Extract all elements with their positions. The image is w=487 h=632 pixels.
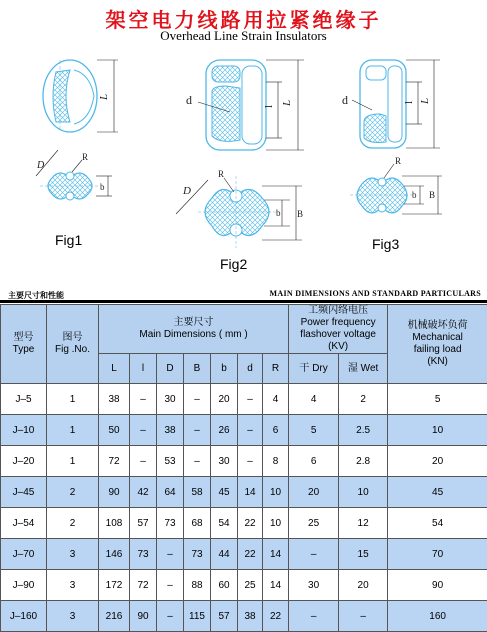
svg-text:R: R xyxy=(395,156,401,166)
cell-fig: 1 xyxy=(47,415,99,446)
cell-dry: 4 xyxy=(289,384,339,415)
cell-b: 30 xyxy=(211,446,238,477)
fig1-label: Fig1 xyxy=(55,232,82,248)
cell-l: 57 xyxy=(130,508,157,539)
type-header xyxy=(1,305,47,384)
cell-load: 5 xyxy=(388,384,487,415)
table-row xyxy=(1,415,487,446)
title-english: Overhead Line Strain Insulators xyxy=(0,28,487,44)
table-row xyxy=(1,477,487,508)
cell-R: 14 xyxy=(263,570,289,601)
svg-text:B: B xyxy=(429,190,435,200)
cell-type: J–5 xyxy=(1,384,47,415)
cell-b: 60 xyxy=(211,570,238,601)
cell-wet: 20 xyxy=(339,570,388,601)
col-d: d xyxy=(238,354,263,384)
svg-text:D: D xyxy=(182,185,191,197)
col-D: D xyxy=(157,354,184,384)
cell-L: 50 xyxy=(99,415,130,446)
cell-B: 115 xyxy=(184,601,211,632)
flashover-header-en2: flashover voltage xyxy=(289,329,387,341)
cell-type: J–70 xyxy=(1,539,47,570)
flashover-header-unit: (KV) xyxy=(289,341,387,353)
cell-l: 42 xyxy=(130,477,157,508)
type-header-en: Type xyxy=(1,344,46,356)
specification-table xyxy=(0,304,487,632)
svg-text:D: D xyxy=(36,160,45,171)
table-header-row xyxy=(1,305,487,354)
cell-B: – xyxy=(184,384,211,415)
cell-B: 68 xyxy=(184,508,211,539)
cell-fig: 1 xyxy=(47,446,99,477)
table-row xyxy=(1,539,487,570)
cell-L: 216 xyxy=(99,601,130,632)
cell-load: 54 xyxy=(388,508,487,539)
fig-header-cn: 图号 xyxy=(47,332,98,344)
fig2-label: Fig2 xyxy=(220,256,247,272)
cell-load: 70 xyxy=(388,539,487,570)
cell-dry: 5 xyxy=(289,415,339,446)
table-row xyxy=(1,446,487,477)
type-header-cn: 型号 xyxy=(1,332,46,344)
cell-L: 38 xyxy=(99,384,130,415)
cell-D: – xyxy=(157,539,184,570)
cell-dry: – xyxy=(289,601,339,632)
col-R: R xyxy=(263,354,289,384)
mech-load-header-cn: 机械破坏负荷 xyxy=(388,320,487,332)
title-chinese: 架空电力线路用拉紧绝缘子 xyxy=(0,4,487,33)
cell-R: 14 xyxy=(263,539,289,570)
svg-text:L: L xyxy=(419,98,431,105)
cell-wet: 12 xyxy=(339,508,388,539)
table-row xyxy=(1,601,487,632)
svg-text:d: d xyxy=(342,93,348,107)
cell-wet: 2 xyxy=(339,384,388,415)
cell-l: 90 xyxy=(130,601,157,632)
cell-wet: 10 xyxy=(339,477,388,508)
cell-dry: – xyxy=(289,539,339,570)
svg-text:d: d xyxy=(186,93,192,107)
dimensions-header-en: Main Dimensions ( mm ) xyxy=(99,329,288,341)
fig3-cross-section xyxy=(350,156,442,214)
cell-B: 73 xyxy=(184,539,211,570)
cell-d: – xyxy=(238,446,263,477)
mech-load-header-en2: failing load xyxy=(388,344,487,356)
cell-R: 22 xyxy=(263,601,289,632)
fig2-side-view xyxy=(186,60,304,150)
flashover-header-cn: 工频闪络电压 xyxy=(289,305,387,317)
cell-d: 22 xyxy=(238,508,263,539)
cell-d: – xyxy=(238,384,263,415)
cell-fig: 2 xyxy=(47,508,99,539)
cell-dry: 20 xyxy=(289,477,339,508)
mech-load-header-unit: (KN) xyxy=(388,356,487,368)
cell-type: J–45 xyxy=(1,477,47,508)
section-title-english: MAIN DIMENSIONS AND STANDARD PARTICULARS xyxy=(270,289,481,298)
table-row xyxy=(1,570,487,601)
cell-D: 30 xyxy=(157,384,184,415)
cell-R: 6 xyxy=(263,415,289,446)
cell-d: 38 xyxy=(238,601,263,632)
dimensions-header-cn: 主要尺寸 xyxy=(99,317,288,329)
cell-B: 58 xyxy=(184,477,211,508)
cell-D: 73 xyxy=(157,508,184,539)
cell-fig: 3 xyxy=(47,570,99,601)
cell-b: 20 xyxy=(211,384,238,415)
cell-type: J–10 xyxy=(1,415,47,446)
cell-D: 38 xyxy=(157,415,184,446)
svg-text:R: R xyxy=(218,169,224,179)
fig1-side-view xyxy=(43,60,118,132)
svg-text:l: l xyxy=(403,101,415,104)
cell-l: 73 xyxy=(130,539,157,570)
col-L: L xyxy=(99,354,130,384)
cell-d: 25 xyxy=(238,570,263,601)
fig2-cross-section xyxy=(176,169,303,248)
col-wet: 湿 Wet xyxy=(339,354,388,384)
cell-b: 26 xyxy=(211,415,238,446)
cell-load: 45 xyxy=(388,477,487,508)
flashover-header-en1: Power frequency xyxy=(289,317,387,329)
fig1-cross-section xyxy=(36,150,112,200)
cell-fig: 3 xyxy=(47,539,99,570)
cell-load: 10 xyxy=(388,415,487,446)
cell-b: 45 xyxy=(211,477,238,508)
col-dry: 干 Dry xyxy=(289,354,339,384)
cell-d: – xyxy=(238,415,263,446)
cell-R: 10 xyxy=(263,508,289,539)
svg-text:b: b xyxy=(276,208,281,218)
cell-L: 72 xyxy=(99,446,130,477)
cell-load: 20 xyxy=(388,446,487,477)
fig-header-en: Fig .No. xyxy=(47,344,98,356)
fig3-side-view xyxy=(342,60,440,148)
fig-header xyxy=(47,305,99,384)
cell-b: 57 xyxy=(211,601,238,632)
svg-text:l: l xyxy=(263,105,275,108)
cell-b: 44 xyxy=(211,539,238,570)
cell-l: – xyxy=(130,384,157,415)
cell-l: – xyxy=(130,446,157,477)
cell-l: 72 xyxy=(130,570,157,601)
cell-L: 146 xyxy=(99,539,130,570)
dimensions-header xyxy=(99,305,289,354)
cell-B: – xyxy=(184,446,211,477)
table-row xyxy=(1,508,487,539)
cell-l: – xyxy=(130,415,157,446)
mech-load-header xyxy=(388,305,487,384)
cell-type: J–20 xyxy=(1,446,47,477)
cell-type: J–54 xyxy=(1,508,47,539)
svg-text:L: L xyxy=(98,94,110,101)
cell-wet: 15 xyxy=(339,539,388,570)
cell-dry: 25 xyxy=(289,508,339,539)
cell-dry: 30 xyxy=(289,570,339,601)
cell-B: 88 xyxy=(184,570,211,601)
svg-text:b: b xyxy=(100,182,105,192)
col-l: l xyxy=(130,354,157,384)
cell-L: 108 xyxy=(99,508,130,539)
cell-R: 4 xyxy=(263,384,289,415)
mech-load-header-en1: Mechanical xyxy=(388,332,487,344)
cell-fig: 1 xyxy=(47,384,99,415)
cell-load: 160 xyxy=(388,601,487,632)
svg-text:L: L xyxy=(281,100,293,107)
table-row xyxy=(1,384,487,415)
cell-D: – xyxy=(157,570,184,601)
cell-b: 54 xyxy=(211,508,238,539)
col-B: B xyxy=(184,354,211,384)
cell-wet: – xyxy=(339,601,388,632)
cell-load: 90 xyxy=(388,570,487,601)
cell-wet: 2.8 xyxy=(339,446,388,477)
flashover-header xyxy=(289,305,388,354)
svg-text:b: b xyxy=(412,190,417,200)
insulator-drawings xyxy=(0,44,487,284)
cell-type: J–90 xyxy=(1,570,47,601)
cell-R: 8 xyxy=(263,446,289,477)
svg-text:B: B xyxy=(297,209,303,219)
cell-d: 22 xyxy=(238,539,263,570)
cell-type: J–160 xyxy=(1,601,47,632)
cell-dry: 6 xyxy=(289,446,339,477)
cell-L: 172 xyxy=(99,570,130,601)
cell-L: 90 xyxy=(99,477,130,508)
col-b: b xyxy=(211,354,238,384)
cell-fig: 2 xyxy=(47,477,99,508)
cell-D: 64 xyxy=(157,477,184,508)
cell-R: 10 xyxy=(263,477,289,508)
cell-D: 53 xyxy=(157,446,184,477)
cell-B: – xyxy=(184,415,211,446)
section-divider xyxy=(0,300,487,303)
cell-d: 14 xyxy=(238,477,263,508)
section-title-chinese: 主要尺寸和性能 xyxy=(8,290,64,301)
cell-D: – xyxy=(157,601,184,632)
cell-fig: 3 xyxy=(47,601,99,632)
fig3-label: Fig3 xyxy=(372,236,399,252)
svg-text:R: R xyxy=(82,152,88,162)
cell-wet: 2.5 xyxy=(339,415,388,446)
